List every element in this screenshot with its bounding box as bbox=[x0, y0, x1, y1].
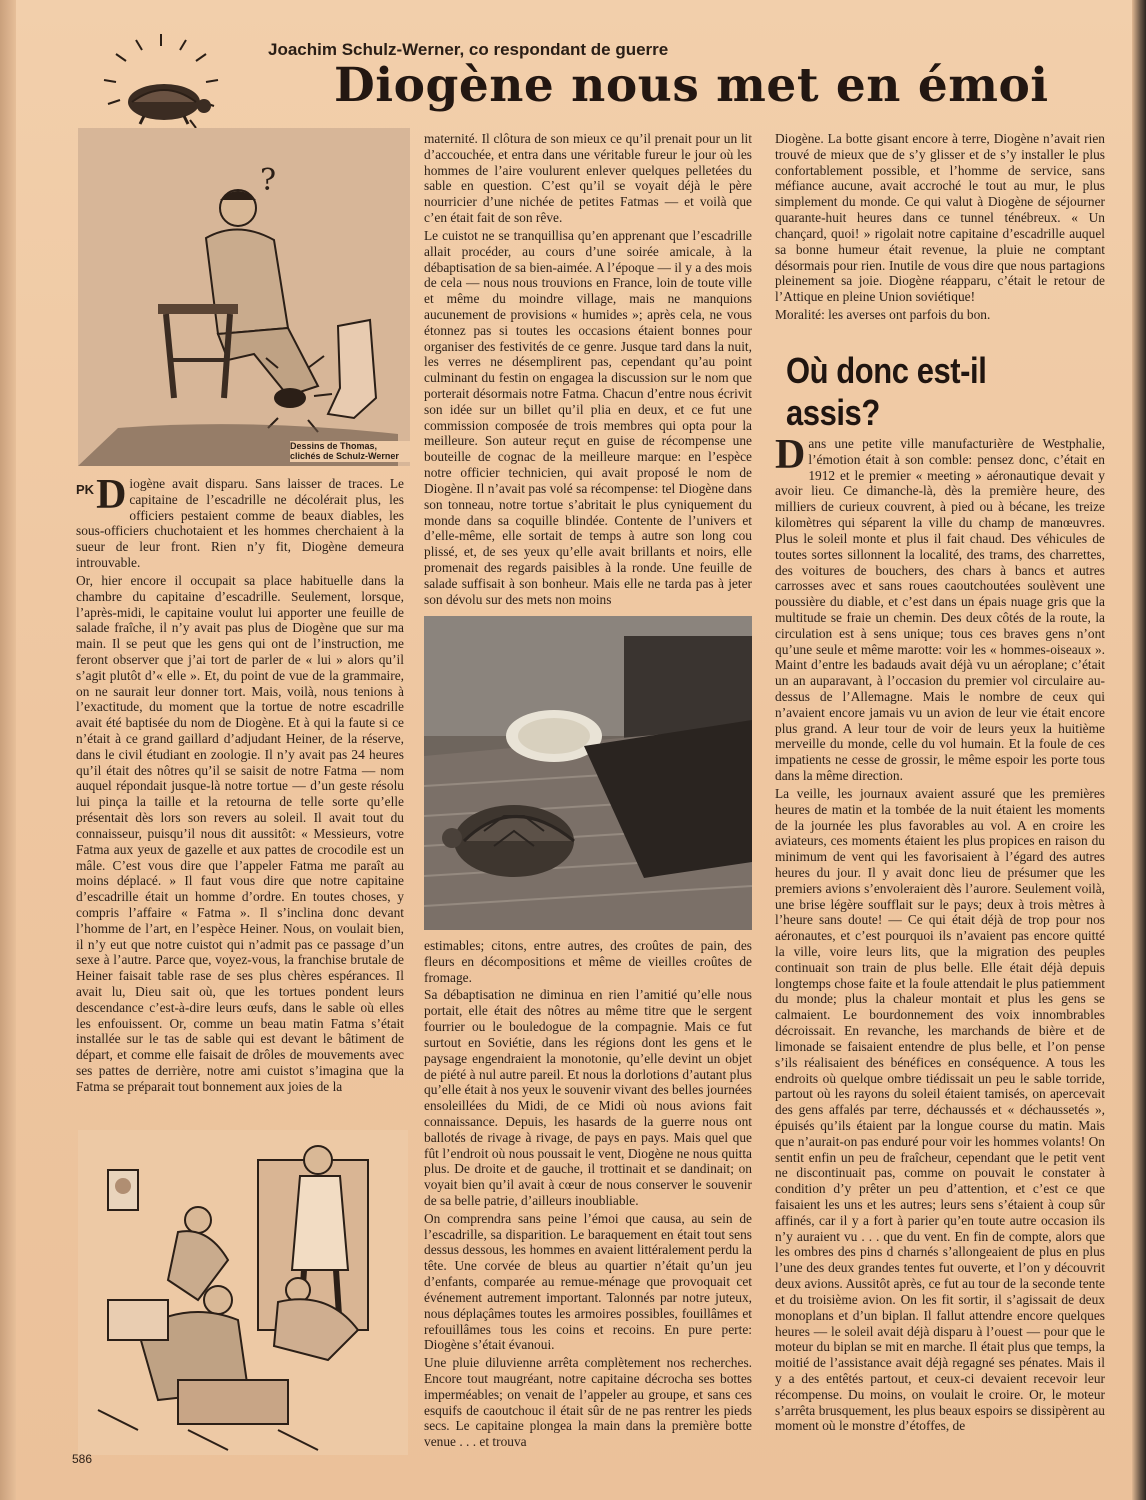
column-3-paragraph-1: Diogène. La botte gisant encore à terre, Diogène n’avait rien trouvé de mieux que de s’y glisser et de s’y installer le plus confortablement possible, et l’homme de service, sans méfiance aucune, avait accroché le tout au mur, le plus simplement du monde. Ce qui valut à Diogène de séjourner quarante-huit heures dans ce tunnel ténébreux. « Un chançard, quoi! » rigolait notre capitaine d’escadrille auquel sa bonne humeur était revenue, la pluie ne comptant désormais pour rien. Inutile de vous dire que nous partagions pleinement sa joie. Diogène réapparu, c’était le retour de l’Attique en pleine Union soviétique! bbox=[775, 131, 1105, 305]
turtle-photograph bbox=[424, 616, 752, 930]
second-article-paragraph-2: La veille, les journaux avaient assuré que les premières heures de matin et la tombée de la nuit étaient les moments de la journée les plus favorables au vol. A en croire les aviateurs, ces moments étaient les plus propices en raison du minimum de vent qui les favorisaient à l’égard des autres heures du jour. Il y avait donc lieu de présumer que les premiers avions s’envoleraient dès l’aurore. Seulement voilà, une brise légère soufflait sur le pays; deux à trois mètres à l’heure sans doute! — Ce qui était déjà de trop pour nos aéronautes, et c’est pourquoi ils n’avaient pas encore quitté la ville, voire leurs lits, que la migration des peuples continuait son train de plus belle. Elle était déjà depuis longtemps chose faite et la foule attendait le plus patiemment du monde; plus la chaleur montait et plus les gens se calmaient. Le bourdonnement des voix innombrables décroissait. En revanche, les marchands de bière et de limonade se faisaient entendre de plus belle, et l’on pense s’ils réalisaient des bénéfices en conséquence. A tous les endroits où quelque ombre tiédissait un peu le sable torride, partout où les rayons du soleil étaient tamisés, on apercevait des gens affalés par terre, déchaussés et « déchaussetés », épuisés qu’ils étaient par la longue course du matin. Mais que n’aurait-on pas enduré pour voir les hommes volants! On sentit enfin un peu de fraîcheur, cependant que le petit vent ne discontinuait pas, comme on pouvait le constater à condition d’y prêter un peu d’attention, et c’est ce que faisaient les uns et les autres; leurs sens s’étaient à coup sûr affinés, car il y a fort à parier qu’en toute autre occasion ils n’y auraient vu . . . que du vent. En fin de compte, alors que les ombres des pins d charnés s’allongeaient de plus en plus l’une des deux grandes tentes fut ouverte, et l’on y découvrit deux avions. Aussitôt après, ce fut au tour de la seconde tente et du troisième avion. On les fit sortir, il s’agissait de deux monoplans et d’un biplan. Il fallut attendre encore quelques heures — le soleil avait déjà disparu à l’ouest — pour que le moteur du biplan se mit en marche. Il était plus que temps, la moitié de l’assistance avait déjà regagné ses pénates. Mais il y a des entêtés partout, et ceux-ci devaient recevoir leur récompense. Du moins, on voulait le croire. Or, le moteur s’arrêta brusquement, les plus beaux espoirs se dissipèrent au moment où le monstre d’étoffes, de bbox=[775, 785, 1105, 1434]
byline: Joachim Schulz-Werner, co respondant de guerre bbox=[268, 40, 669, 59]
paragraph-text: ans une petite ville manufacturière de Westphalie, l’émotion était à son comble: pensez donc, c’était en 1912 et le premier « meeting » aéronautique devait y avoir lieu. Ce dimanche-là, dès la première heure, des milliers de curieux couvrent, à pied ou à bécane, les treize kilomètres qui séparent la ville du champ de manœuvres. Plus le soleil monte et plus il fait chaud. Des véhicules de toutes sortes sillonnent la localité, des trams, des charrettes, des voitures de bouchers, des chars à bancs et autres carrosses avec et sans roues caoutchoutées soulèvent une poussière du diable, et c’est dans un épais nuage gris que la multitude se fraie un chemin. Des deux côtés de la route, la circulation est à sens unique; tous ces braves gens n’ont qu’une seule et même marotte: voir les « hommes-oiseaux ». Maint d’entre les badauds avait déjà vu un aéroplane; c’était un an auparavant, à l’occasion du premier vol circulaire au-dessus de l’Allemagne. Mais le nombre de ceux qui n’avaient encore jamais vu un avion de leur vie était encore plus grand. A leur tour de voir de leurs yeux la huitième merveille du monde, celle du vol humain. Et la foule de ces impatients ne cesse de grossir, le même espoir les porte tous dans la même direction. bbox=[775, 436, 1105, 784]
svg-text:?: ? bbox=[260, 163, 277, 198]
dropcap: D bbox=[96, 476, 127, 518]
page-number: 586 bbox=[72, 1452, 93, 1466]
article-column-2 bbox=[424, 131, 752, 609]
page-right-edge bbox=[1132, 0, 1146, 1500]
column-3-moral: Moralité: les averses ont parfois du bon. bbox=[775, 306, 991, 322]
second-article-paragraph-1 bbox=[775, 436, 1105, 784]
column-1-paragraph-1 bbox=[76, 476, 404, 571]
page-left-edge bbox=[0, 0, 16, 1500]
searching-soldiers-illustration bbox=[78, 1130, 408, 1455]
second-article-column bbox=[775, 436, 1105, 1476]
article-title: Diogène nous met en émoi bbox=[334, 58, 1049, 113]
column-1-paragraph-2: Or, hier encore il occupait sa place habituelle dans la chambre du capitaine d’escadrille. Seulement, lorsque, l’après-midi, le capitaine voulut lui apporter une feuille de salade fraîche, il n’y avait pas plus de Diogène que sur ma main. Il se peut que les gens qui ont de l’instruction, me feront observer que j’ai tort de parler de « lui » alors qu’il s’agit plutôt d’« elle ». Et, du point de vue de la grammaire, on ne saurait leur donner tort. Mais, voilà, nous tenions à l’exactitude, du moment que la tortue de notre escadrille avait été baptisée du nom de Diogène. Et à qui la faute si ce n’était à ce grand gaillard d’adjudant Heiner, de la réserve, dans le civil étudiant en zoologie. Il n’y avait pas 24 heures qu’il était des nôtres qu’il se saisit de notre Fatma — nom auquel répondait jusque-là notre tortue — d’un geste résolu lui pinça la taille et la retourna de telle sorte qu’elle présentait dès lors son revers au soleil. Il avait tout du connaisseur, puisqu’il nous dit aussitôt: « Messieurs, votre Fatma aux yeux de gazelle et aux pattes de crocodile est un mâle. C’est vous dire que l’appeler Fatma me paraît au moins déplacé. » Il faut vous dire que notre capitaine d’escadrille était un homme d’ordre. En toutes choses, y compris l’affaire « Fatma ». Il s’inclina donc devant l’homme de l’art, en l’espèce Heiner. Nous, on voulait bien, il n’y eut que notre cuistot qui n’admit pas ce passage d’un sexe à l’autre. Parce que, voyez-vous, la franchise brutale de Heiner faisait table rase de ses plus chères espérances. Il avait lu, Dieu sait où, que les tortues pondent leurs descendance c’est-à-dire leurs œufs, dans le sable où elles les enfouissent. Or, comme un beau matin Fatma s’était installée sur le tas de sable qui est devant le bâtiment de départ, et comme elle faisait de drôles de mouvements avec ses pattes de derrière, notre ami cuistot s’imagina que la Fatma se préparait tout bonnement aux joies de la bbox=[76, 572, 404, 1094]
article-column-1 bbox=[76, 476, 404, 1116]
column-2-paragraph-1: maternité. Il clôtura de son mieux ce qu’il prenait pour un lit d’accouchée, et entra dans une véritable fureur le jour où les hommes de l’aire voulurent enlever quelques pelletées du sable en question. C’est qu’il se voyait déjà le père nourricier d’une nichée de petites Fatmas — et voilà que c’en était fait de son rêve. bbox=[424, 131, 752, 226]
article-column-3 bbox=[775, 131, 1105, 336]
article-column-2-continued bbox=[424, 938, 752, 1458]
column-2-paragraph-2: Le cuistot ne se tranquillisa qu’en apprenant que l’escadrille allait procéder, au cours d’une soirée amicale, à la débaptisation de sa bien-aimée. A l’époque — il y a des mois de cela — nous nous trouvions en France, loin de toute ville et même du moindre village, mais ne manquions aucunement de provisions « humides »; après cela, ne vous étonnez pas si toutes les occasions étaient bonnes pour organiser des festivités de ce genre. Jusque tard dans la nuit, les verres ne désemplirent pas, cependant qu’au point culminant du festin on engagea la discussion sur le nom que porterait désormais notre Fatma. Chacun d’entre nous écrivit son idée sur un billet qu’il plia en deux, et ce fut une commission composée de trois membres qui opta pour la meilleure. Son auteur reçut en guise de récompense une bouteille de cognac de la meilleure marque: en l’espèce notre officier technicien, qui avait proposé le nom de Diogène. Il n’avait pas volé sa récompense: tel Diogène dans son tonneau, notre tortue s’abritait le plus cyniquement du monde dans sa coquille blindée. Contente de l’univers et d’elle-même, elle sortait de temps à autre son long cou plissé, et, de ses yeux qu’elle avait brillants et noirs, elle promenait des regards paisibles à la ronde. Une feuille de salade suffisait à son bonheur. Mais elle ne tarda pas à jeter son dévolu sur des mets non moins bbox=[424, 227, 752, 607]
column-2b-paragraph-2: Sa débaptisation ne diminua en rien l’amitié qu’elle nous portait, elle était des nôtres au même titre que le sergent fourrier ou le bouledogue de la compagnie. Mais ce fut surtout en Soviétie, dans les régions dont les gens et le paysage engendraient la monotonie, qu’elle devint un objet de piété à nul autre pareil. Et nous la dorlotions d’autant plus qu’elle était à nos yeux le souvenir vivant des belles journées ensoleillées du Midi, de ce Midi où nous avions fait connaissance. Depuis, les hasards de la guerre nous ont ballotés de rivage à rivage, de pays en pays. Mais quel que fût l’endroit où nous poussait le vent, Diogène ne nous quitta plus. De droite et de gauche, il trottinait et se dandinait; on voyait bien qu’il avait à cœur de nous conserver le souvenir de sa belle patrie, d’ailleurs inoubliable. bbox=[424, 987, 752, 1208]
pk-prefix: PK bbox=[76, 482, 95, 497]
illustration-credit: Dessins de Thomas, clichés de Schulz-Werner bbox=[290, 441, 410, 462]
column-2b-paragraph-1: estimables; citons, entre autres, des croûtes de pain, des fleurs en décompositions et même de vieilles croûtes de fromage. bbox=[424, 938, 752, 985]
dropcap: D bbox=[775, 436, 806, 478]
column-2b-paragraph-3: On comprendra sans peine l’émoi que causa, au sein de l’escadrille, sa disparition. Le baraquement en était tout sens dessus dessous, les hommes en avaient littéralement perdu la tête. Une corvée de bleus au quartier n’était qu’un jeu d’enfants, comparée au remue-ménage que provoquait cet événement autrement important. Talonnés par notre juteux, nous déplaçâmes toutes les armoires possibles, fouillâmes et refouillâmes tous les coins et recoins. En pure perte: Diogène s’était évanoui. bbox=[424, 1210, 752, 1353]
seated-soldier-illustration bbox=[78, 128, 410, 466]
second-article-title: Où donc est-il assis? bbox=[786, 350, 987, 433]
column-2b-paragraph-4: Une pluie diluvienne arrêta complètement nos recherches. Encore tout maugréant, notre capitaine décrocha ses bottes imperméables; on venait de l’appeler au groupe, et sans ces esquifs de caoutchouc il était sûr de ne pas rentrer les pieds secs. Le capitaine plongea la main dans la première botte venue . . . et trouva bbox=[424, 1355, 752, 1450]
paragraph-text: iogène avait disparu. Sans laisser de traces. Le capitaine de l’escadrille ne décolérait plus, les officiers pestaient comme de beaux diables, les sous-officiers chuchotaient et les hommes cherchaient à la sueur de leur front. Rien n’y fit, Diogène demeura introuvable. bbox=[76, 476, 404, 571]
